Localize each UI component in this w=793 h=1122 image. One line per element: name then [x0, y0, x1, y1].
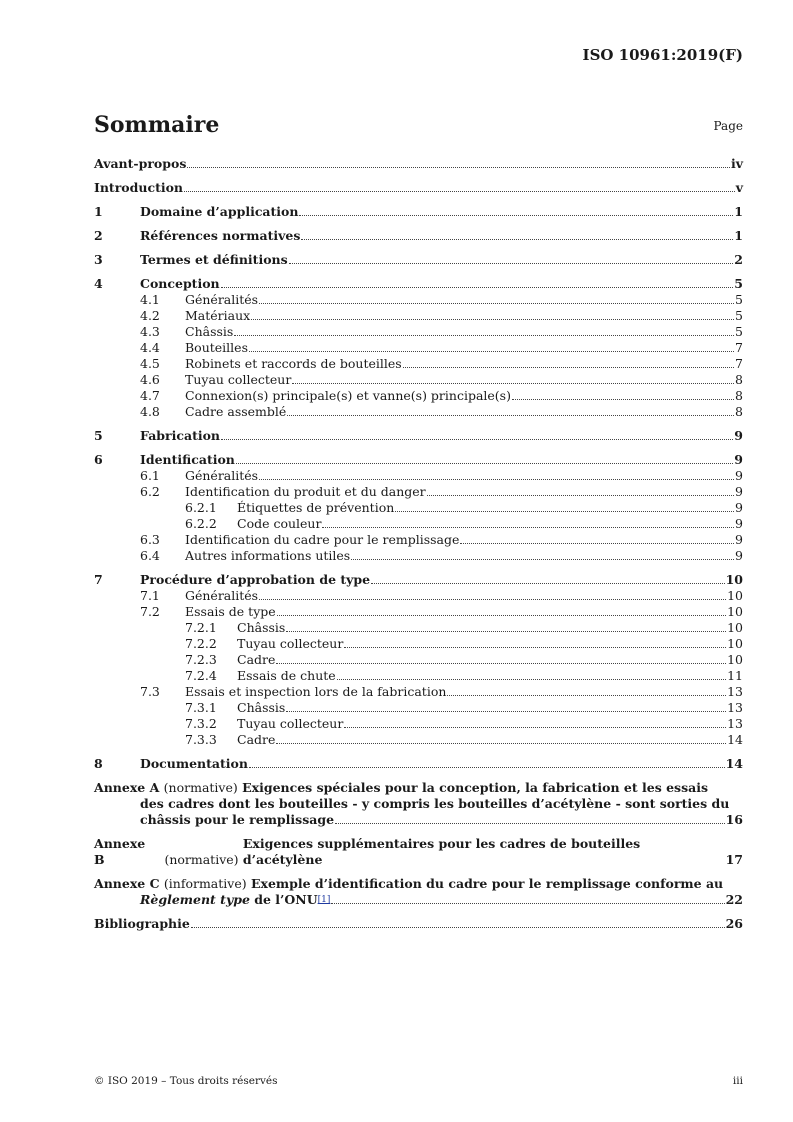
toc-page-number: 9: [734, 452, 743, 467]
toc-entry-number: 4.6: [140, 372, 160, 387]
dot-leader: [259, 599, 726, 600]
toc-entry[interactable]: [94, 532, 743, 548]
toc-entry-title: Châssis: [185, 324, 234, 339]
dot-leader: [221, 439, 733, 440]
toc-entry-number: 6.1: [140, 468, 160, 483]
toc-entry[interactable]: [94, 588, 743, 604]
dot-leader: [259, 303, 734, 304]
toc-entry[interactable]: [94, 468, 743, 484]
dot-leader: [344, 647, 726, 648]
toc-entry-number: 7.2.2: [185, 636, 217, 651]
toc-page-number: 5: [734, 276, 743, 291]
toc-page-number: 14: [727, 732, 743, 747]
toc-page-number: 9: [735, 548, 743, 563]
toc-entry-title: Connexion(s) principale(s) et vanne(s) principale(s): [185, 388, 511, 403]
toc-entry[interactable]: [94, 700, 743, 716]
toc-entry-title: Essais de chute: [237, 668, 336, 683]
toc-entry-title: Bouteilles: [185, 340, 248, 355]
toc-page-number: 13: [727, 700, 743, 715]
dot-leader: [344, 727, 726, 728]
footer-copyright: © ISO 2019 – Tous droits réservés: [94, 1075, 278, 1087]
toc-entry[interactable]: [94, 500, 743, 516]
annex-last-line: [94, 892, 743, 908]
toc-page-number: v: [735, 180, 743, 195]
toc-page-number: 10: [727, 620, 743, 635]
toc-entry-number: 1: [94, 204, 103, 219]
toc-page-number: 7: [735, 356, 743, 371]
dot-leader: [447, 695, 726, 696]
annex-last-line: [94, 836, 743, 868]
toc-entry-number: 4.7: [140, 388, 160, 403]
toc-entry[interactable]: [94, 452, 743, 468]
toc-page-number: 14: [725, 756, 743, 771]
toc-entry[interactable]: [94, 732, 743, 748]
toc-entry-title: Introduction: [94, 180, 184, 195]
toc-entry-title: Généralités: [185, 292, 259, 307]
annex-label: Annexe B: [94, 836, 146, 867]
dot-leader: [249, 351, 734, 352]
toc-entry[interactable]: [94, 484, 743, 500]
toc-entry-title: Généralités: [185, 468, 259, 483]
annex-label: Annexe C: [94, 876, 160, 891]
toc-entry-title: Documentation: [140, 756, 248, 771]
toc-entry-number: 7.3: [140, 684, 160, 699]
toc-entry[interactable]: [94, 276, 743, 292]
toc-entry-number: 2: [94, 228, 103, 243]
toc-entry-number: 4: [94, 276, 103, 291]
toc-entry-title: Châssis: [237, 700, 286, 715]
toc-page-number: 9: [735, 516, 743, 531]
toc-page-number: 10: [727, 604, 743, 619]
annex-title-tail: de l’ONU: [254, 892, 318, 907]
toc-page-number: 9: [735, 500, 743, 515]
dot-leader: [337, 679, 726, 680]
toc-entry-number: 7: [94, 572, 103, 587]
toc-entry[interactable]: [94, 340, 743, 356]
dot-leader: [286, 631, 726, 632]
toc-entry-title: Procédure d’approbation de type: [140, 572, 371, 587]
annex-title-italic: Règlement type: [140, 892, 250, 907]
toc-entry-number: 7.3.3: [185, 732, 217, 747]
dot-leader: [460, 543, 734, 544]
dot-leader: [277, 615, 726, 616]
toc-page-number: 9: [735, 532, 743, 547]
dot-leader: [371, 583, 724, 584]
annex-kind: (informative): [163, 876, 247, 891]
toc-annex-b[interactable]: [94, 836, 743, 868]
toc-page-number: 11: [727, 668, 743, 683]
toc-entry-title: Références normatives: [140, 228, 301, 243]
table-of-contents: [94, 156, 743, 932]
dot-leader: [259, 479, 734, 480]
toc-entry-title: Essais et inspection lors de la fabrication: [185, 684, 447, 699]
toc-entry-title: Cadre assemblé: [185, 404, 287, 419]
toc-entry-number: 4.3: [140, 324, 160, 339]
toc-entry[interactable]: [94, 572, 743, 588]
toc-entry[interactable]: [94, 204, 743, 220]
toc-entry-title: Identification: [140, 452, 235, 467]
toc-entry-title: Cadre: [237, 652, 276, 667]
toc-page-number: iv: [730, 156, 743, 171]
dot-leader: [249, 767, 725, 768]
dot-leader: [251, 319, 734, 320]
annex-title-line: châssis pour le remplissage: [140, 812, 335, 827]
document-code: ISO 10961:2019(F): [582, 46, 743, 64]
toc-entry-number: 4.5: [140, 356, 160, 371]
toc-entry[interactable]: [94, 756, 743, 772]
annex-c-head: [94, 876, 743, 892]
toc-entry[interactable]: [94, 516, 743, 532]
toc-entry[interactable]: [94, 180, 743, 196]
toc-entry-number: 3: [94, 252, 103, 267]
toc-page-number: 13: [727, 716, 743, 731]
toc-entry-number: 4.2: [140, 308, 160, 323]
toc-entry[interactable]: [94, 548, 743, 564]
toc-entry[interactable]: [94, 356, 743, 372]
toc-entry-number: 6.2: [140, 484, 160, 499]
toc-page-number: 10: [725, 572, 743, 587]
toc-entry[interactable]: [94, 604, 743, 620]
toc-entry-title: Essais de type: [185, 604, 276, 619]
dot-leader: [322, 527, 734, 528]
toc-page-number: 7: [735, 340, 743, 355]
toc-entry-number: 6.3: [140, 532, 160, 547]
toc-entry-title: Termes et définitions: [140, 252, 288, 267]
toc-entry-number: 6.2.2: [185, 516, 217, 531]
toc-entry[interactable]: [94, 228, 743, 244]
toc-page-number: 10: [727, 588, 743, 603]
toc-page-number: 1: [734, 204, 743, 219]
toc-page-number: 5: [735, 308, 743, 323]
toc-entry-number: 7.2.3: [185, 652, 217, 667]
toc-page-number: 10: [727, 652, 743, 667]
toc-entry[interactable]: [94, 652, 743, 668]
toc-entry-title: Cadre: [237, 732, 276, 747]
dot-leader: [351, 559, 734, 560]
toc-annex-a[interactable]: [94, 780, 743, 828]
dot-leader: [191, 927, 725, 928]
toc-entry-title: Fabrication: [140, 428, 221, 443]
toc-entry-title: Domaine d’application: [140, 204, 299, 219]
toc-page-number: 2: [734, 252, 743, 267]
toc-entry-title: Tuyau collecteur: [237, 716, 344, 731]
toc-entry[interactable]: [94, 716, 743, 732]
annex-title-line: Exigences supplémentaires pour les cadres de bouteilles d’acétylène: [242, 836, 641, 867]
dot-leader: [236, 463, 733, 464]
toc-annex-c[interactable]: [94, 876, 743, 908]
toc-entry[interactable]: [94, 308, 743, 324]
annex-kind: (normative): [164, 852, 239, 867]
toc-entry-number: 6: [94, 452, 103, 467]
toc-entry[interactable]: [94, 156, 743, 172]
page-column-label: Page: [713, 119, 743, 133]
toc-page-number: 8: [735, 404, 743, 419]
toc-entry-number: 5: [94, 428, 103, 443]
toc-entries: [94, 156, 743, 772]
toc-entry[interactable]: [94, 684, 743, 700]
toc-entry[interactable]: [94, 388, 743, 404]
bibliography-reference-link[interactable]: [1]: [317, 895, 331, 905]
dot-leader: [276, 663, 726, 664]
dot-leader: [287, 415, 734, 416]
toc-entry-title: Généralités: [185, 588, 259, 603]
dot-leader: [301, 239, 733, 240]
annex-kind: (normative): [163, 780, 238, 795]
dot-leader: [289, 263, 734, 264]
toc-entry-title: Tuyau collecteur: [185, 372, 292, 387]
toc-page-number: 8: [735, 388, 743, 403]
dot-leader: [331, 903, 724, 904]
toc-entry-title: Robinets et raccords de bouteilles: [185, 356, 402, 371]
toc-entry-number: 6.4: [140, 548, 160, 563]
toc-entry-number: 7.3.2: [185, 716, 217, 731]
toc-entry-title: Avant-propos: [94, 156, 187, 171]
toc-entry[interactable]: [94, 668, 743, 684]
toc-page-number: 8: [735, 372, 743, 387]
toc-entry-title: Identification du cadre pour le remplissage: [185, 532, 460, 547]
toc-page-number: 16: [725, 812, 743, 827]
dot-leader: [286, 711, 726, 712]
toc-entry-number: 6.2.1: [185, 500, 217, 515]
dot-leader: [512, 399, 734, 400]
toc-entry-number: 4.1: [140, 292, 160, 307]
toc-entry[interactable]: [94, 636, 743, 652]
footer-page-number: iii: [732, 1075, 743, 1087]
toc-page-number: 17: [725, 852, 743, 867]
toc-page-number: 5: [735, 324, 743, 339]
dot-leader: [184, 191, 735, 192]
annex-a-head: [94, 780, 743, 796]
toc-page-number: 9: [735, 484, 743, 499]
toc-entry[interactable]: [94, 324, 743, 340]
toc-entry-number: 7.2.4: [185, 668, 217, 683]
toc-entry[interactable]: [94, 428, 743, 444]
toc-page-number: 9: [734, 428, 743, 443]
dot-leader: [299, 215, 733, 216]
toc-page-number: 26: [725, 916, 743, 931]
toc-entry-number: 8: [94, 756, 103, 771]
toc-page-number: 1: [734, 228, 743, 243]
toc-entry-number: 7.2: [140, 604, 160, 619]
toc-entry-title: Matériaux: [185, 308, 251, 323]
toc-bibliography[interactable]: [94, 916, 743, 932]
toc-entry-title: Châssis: [237, 620, 286, 635]
toc-entry[interactable]: [94, 372, 743, 388]
annex-title-line: des cadres dont les bouteilles - y compris les bouteilles d’acétylène - sont sorties du: [140, 796, 730, 811]
toc-entry-title: Code couleur: [237, 516, 322, 531]
toc-entry-number: 7.3.1: [185, 700, 217, 715]
toc-entry-title: Bibliographie: [94, 916, 190, 931]
dot-leader: [292, 383, 734, 384]
toc-page-number: 5: [735, 292, 743, 307]
toc-entry-number: 7.1: [140, 588, 160, 603]
dot-leader: [427, 495, 734, 496]
toc-entry-title: Conception: [140, 276, 220, 291]
annex-title-line: Exemple d’identification du cadre pour le remplissage conforme au: [250, 876, 724, 891]
dot-leader: [335, 823, 725, 824]
toc-entry-number: 4.8: [140, 404, 160, 419]
dot-leader: [276, 743, 726, 744]
toc-entry-title: Autres informations utiles: [185, 548, 351, 563]
toc-entry[interactable]: [94, 252, 743, 268]
toc-page-number: 10: [727, 636, 743, 651]
annex-title-line: Exigences spéciales pour la conception, la fabrication et les essais: [242, 780, 708, 795]
annex-last-line: [94, 812, 743, 828]
page-title: Sommaire: [94, 112, 220, 138]
toc-page-number: 22: [725, 892, 743, 907]
toc-entry[interactable]: [94, 404, 743, 420]
dot-leader: [187, 167, 730, 168]
toc-entry-number: 4.4: [140, 340, 160, 355]
toc-entry-title: Identification du produit et du danger: [185, 484, 426, 499]
toc-entry-title: Tuyau collecteur: [237, 636, 344, 651]
dot-leader: [221, 287, 734, 288]
annex-label: Annexe A: [94, 780, 160, 795]
toc-page-number: 13: [727, 684, 743, 699]
toc-entry[interactable]: [94, 620, 743, 636]
toc-entry-title: Étiquettes de prévention: [237, 500, 395, 515]
toc-page-number: 9: [735, 468, 743, 483]
toc-entry[interactable]: [94, 292, 743, 308]
dot-leader: [403, 367, 734, 368]
dot-leader: [234, 335, 734, 336]
toc-entry-number: 7.2.1: [185, 620, 217, 635]
dot-leader: [395, 511, 734, 512]
